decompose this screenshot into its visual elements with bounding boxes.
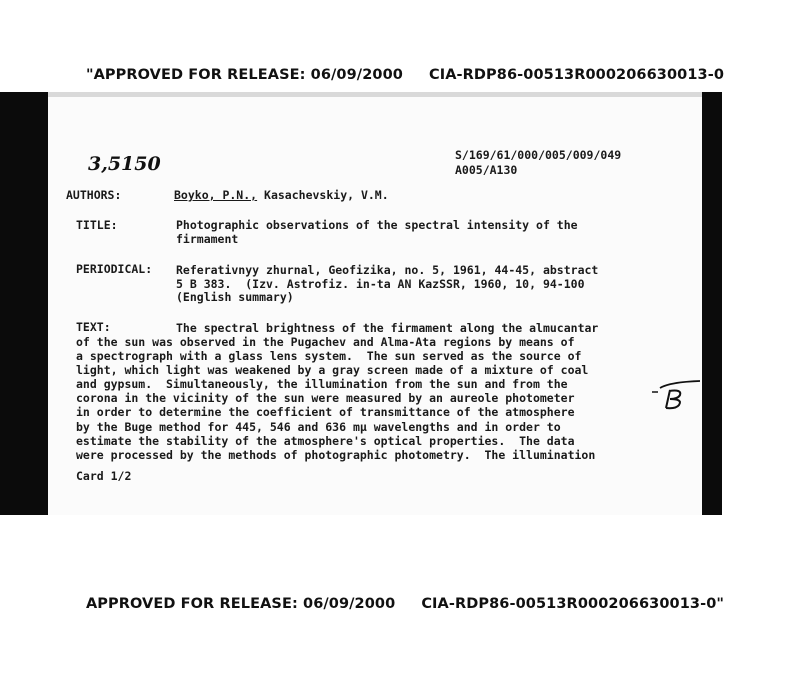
title-line-1: Photographic observations of the spectral intensity of the <box>176 218 578 232</box>
text-label: TEXT: <box>76 320 111 334</box>
text-line-3: a spectrograph with a glass lens system. The sun served as the source of <box>76 349 582 363</box>
release-header-top <box>0 67 810 83</box>
text-line-9: estimate the stability of the atmosphere's optical properties. The data <box>76 434 575 448</box>
handwritten-number: 3,5150 <box>88 153 161 175</box>
scan-top-rim <box>48 92 702 97</box>
reference-line-1: S/169/61/000/005/009/049 <box>455 148 622 162</box>
periodical-label: PERIODICAL: <box>76 262 153 276</box>
reference-line-2: A005/A130 <box>455 163 518 177</box>
handwritten-b-mark <box>648 378 704 412</box>
text-line-1: The spectral brightness of the firmament along the almucantar <box>176 321 599 335</box>
release-header-bottom <box>0 596 810 612</box>
scan-left-border <box>0 92 48 515</box>
scan-right-border <box>702 92 722 515</box>
doc-id-bottom: CIA-RDP86-00513R000206630013-0" <box>421 596 725 612</box>
text-line-2: of the sun was observed in the Pugachev and Alma-Ata regions by means of <box>76 335 575 349</box>
authors-label: AUTHORS: <box>66 188 122 202</box>
title-label: TITLE: <box>76 218 118 232</box>
authors-value <box>174 188 389 203</box>
text-line-4: light, which light was weakened by a gray screen made of a mixture of coal <box>76 363 589 377</box>
text-line-6: corona in the vicinity of the sun were measured by an aureole photometer <box>76 391 575 405</box>
text-line-7: in order to determine the coefficient of transmittance of the atmosphere <box>76 405 575 419</box>
doc-id-top: CIA-RDP86-00513R000206630013-0 <box>428 67 725 83</box>
release-stamp-bottom: APPROVED FOR RELEASE: 06/09/2000 <box>85 596 396 612</box>
periodical-line-3: (English summary) <box>176 290 294 304</box>
author-boyko: Boyko, P.N., <box>174 188 258 202</box>
author-kasachevskiy: Kasachevskiy, V.M. <box>264 188 389 202</box>
text-line-10: were processed by the methods of photographic photometry. The illumination <box>76 448 596 462</box>
release-stamp-top: "APPROVED FOR RELEASE: 06/09/2000 <box>85 67 403 83</box>
periodical-line-1: Referativnyy zhurnal, Geofizika, no. 5, 1961, 44-45, abstract <box>176 263 599 277</box>
text-line-8: by the Buge method for 445, 546 and 636 mμ wavelengths and in order to <box>76 420 561 434</box>
card-number: Card 1/2 <box>76 469 132 483</box>
title-line-2: firmament <box>176 232 239 246</box>
periodical-line-2: 5 B 383. (Izv. Astrofiz. in-ta AN KazSSR, 1960, 10, 94-100 <box>176 277 585 291</box>
text-line-5: and gypsum. Simultaneously, the illumination from the sun and from the <box>76 377 568 391</box>
